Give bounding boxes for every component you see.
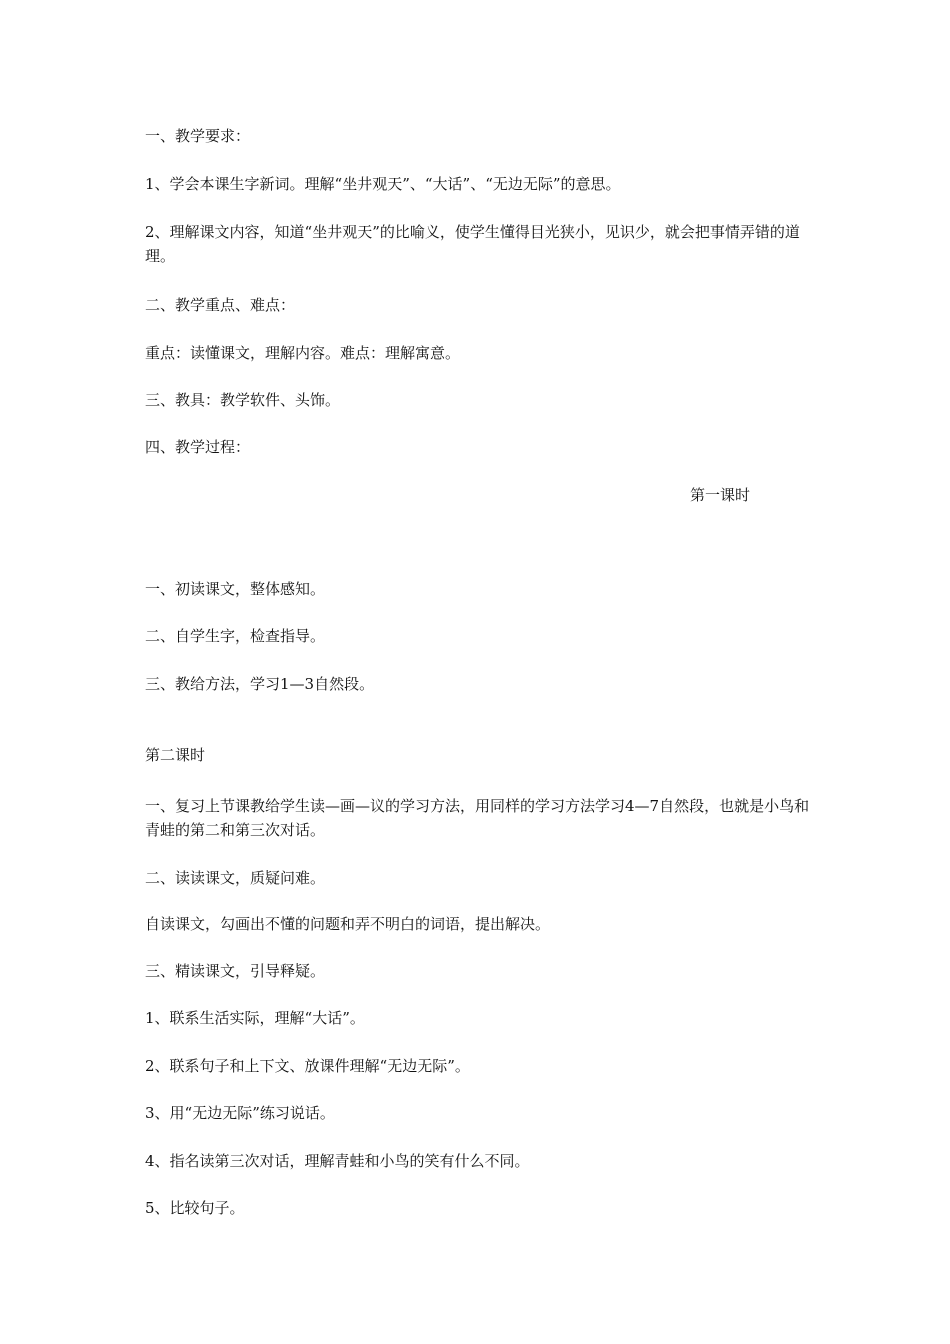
requirement-item-2: 2、理解课文内容，知道“坐井观天”的比喻义，使学生懂得目光狭小，见识少，就会把事情弄错的道理。 [145,223,800,265]
lesson-two-step-1: 一、复习上节课教给学生读—画—议的学习方法，用同样的学习方法学习4—7自然段，也就是小鸟和青蛙的第二和第三次对话。 [145,797,810,839]
requirement-item-1: 1、学会本课生字新词。理解“坐井观天”、“大话”、“无边无际”的意思。 [145,175,621,193]
lesson-two-step-3: 三、精读课文，引导释疑。 [145,962,326,980]
section-heading-key-points: 二、教学重点、难点： [145,296,296,314]
key-points-text: 重点：读懂课文，理解内容。难点：理解寓意。 [145,344,461,362]
lesson-two-step-2-detail: 自读课文，勾画出不懂的问题和弄不明白的词语，提出解决。 [145,915,551,933]
lesson-two-heading: 第二课时 [145,746,206,764]
lesson-one-step-1: 一、初读课文，整体感知。 [145,580,326,598]
section-heading-teaching-requirements: 一、教学要求： [145,127,251,145]
lesson-two-substep-3: 3、用“无边无际”练习说话。 [145,1104,335,1122]
section-heading-teaching-process: 四、教学过程： [145,438,251,456]
lesson-two-substep-2: 2、联系句子和上下文、放课件理解“无边无际”。 [145,1057,470,1075]
section-heading-teaching-aids: 三、教具：教学软件、头饰。 [145,391,341,409]
lesson-two-step-2: 二、读读课文，质疑问难。 [145,869,326,887]
lesson-one-heading: 第一课时 [690,486,751,504]
lesson-two-substep-1: 1、联系生活实际，理解“大话”。 [145,1009,365,1027]
lesson-two-substep-5: 5、比较句子。 [145,1199,245,1217]
lesson-one-step-3: 三、教给方法，学习1—3自然段。 [145,675,375,693]
lesson-two-substep-4: 4、指名读第三次对话，理解青蛙和小鸟的笑有什么不同。 [145,1152,530,1170]
lesson-one-step-2: 二、自学生字，检查指导。 [145,627,326,645]
